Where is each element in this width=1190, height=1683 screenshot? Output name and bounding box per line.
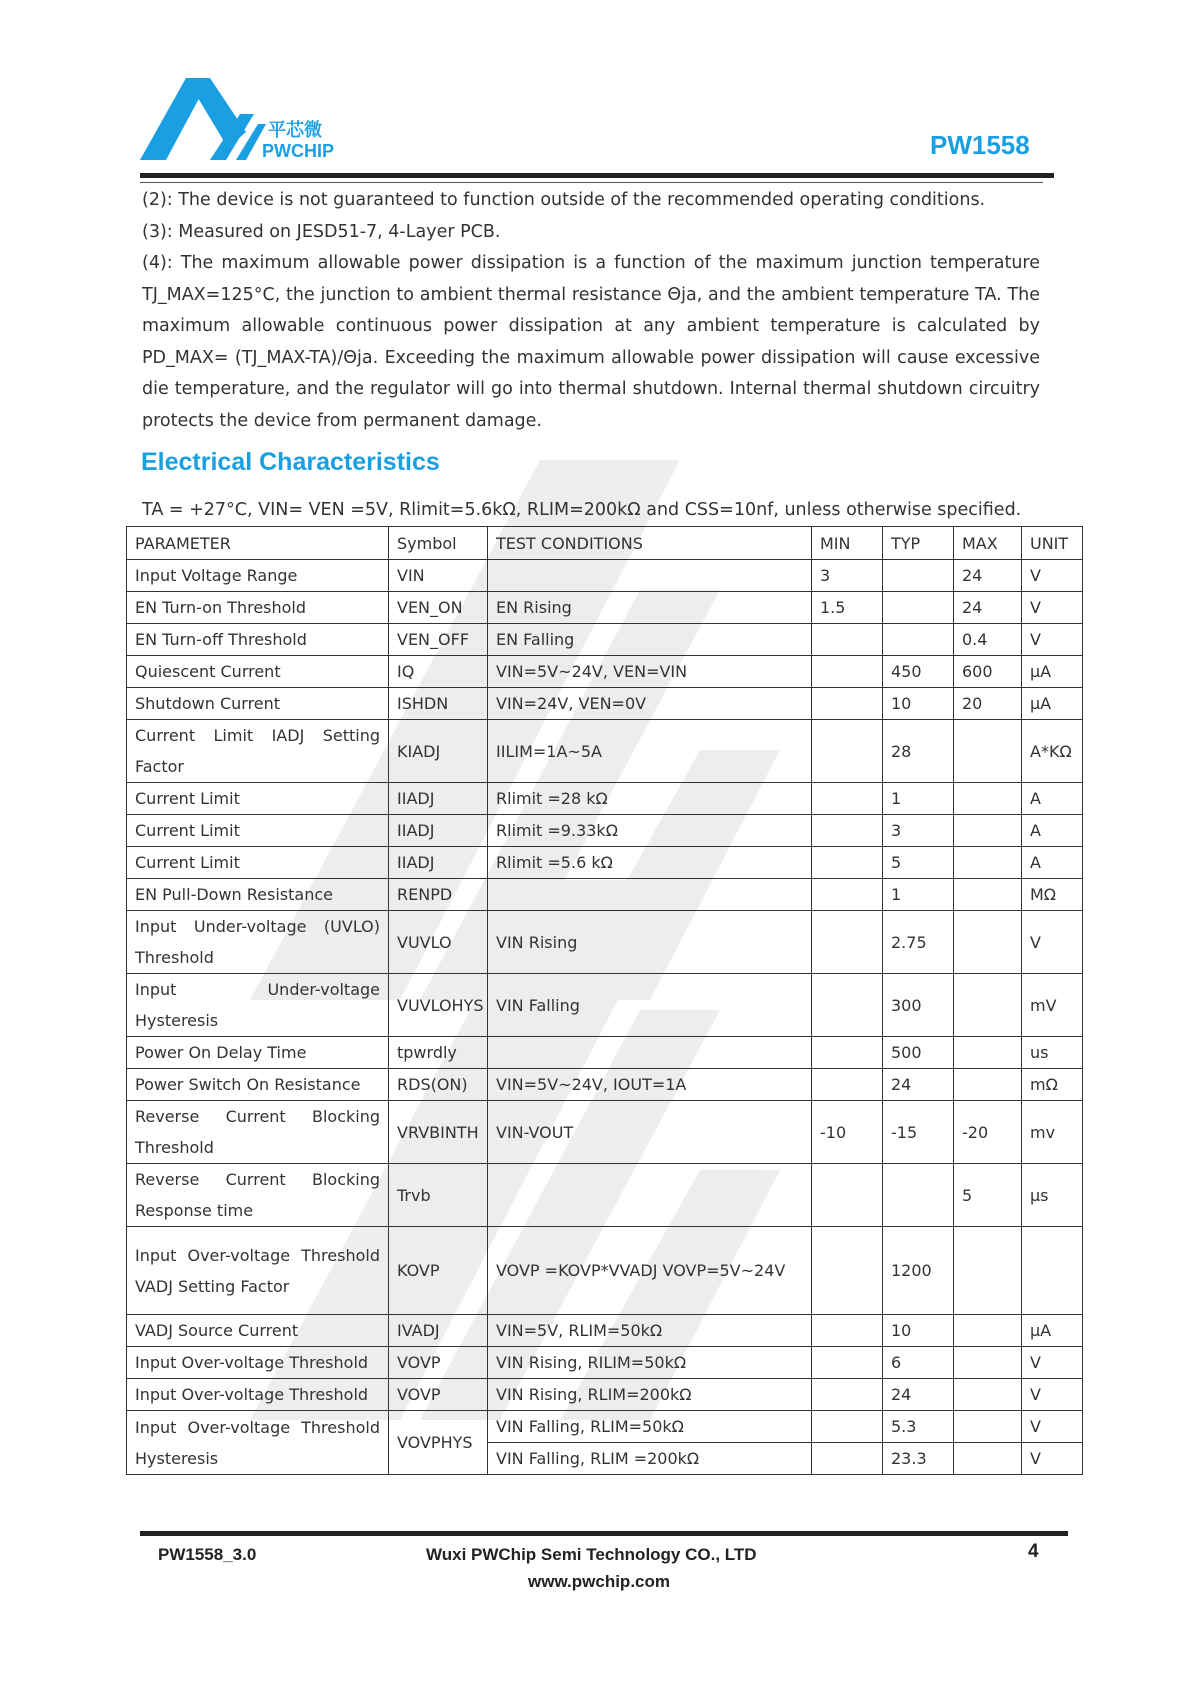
cell-min <box>812 656 883 688</box>
cell-min <box>812 720 883 783</box>
cell-parameter: Input Over-voltage Threshold VADJ Setting Factor <box>127 1227 389 1315</box>
cell-parameter: Current Limit <box>127 783 389 815</box>
note-2: (2): The device is not guaranteed to function outside of the recommended operating conditions. <box>142 190 986 210</box>
cell-max <box>954 1347 1022 1379</box>
cell-max <box>954 911 1022 974</box>
section-title: Electrical Characteristics <box>141 448 440 476</box>
table-header-row <box>127 527 1083 560</box>
cell-min <box>812 1164 883 1227</box>
cell-typ: 10 <box>883 1315 954 1347</box>
cell-symbol: Trvb <box>389 1164 488 1227</box>
cell-min <box>812 688 883 720</box>
note-3: (3): Measured on JESD51-7, 4-Layer PCB. <box>142 221 501 242</box>
cell-max <box>954 1227 1022 1315</box>
footer-doc-id: PW1558_3.0 <box>158 1545 257 1564</box>
cell-max: 24 <box>954 592 1022 624</box>
cell-test-conditions: VIN=5V, RLIM=50kΩ <box>488 1315 812 1347</box>
cell-parameter: Reverse Current Blocking Response time <box>127 1164 389 1227</box>
cell-unit: A <box>1022 815 1083 847</box>
cell-parameter: Input Under-voltage Hysteresis <box>127 974 389 1037</box>
cell-symbol: VOVP <box>389 1379 488 1411</box>
cell-symbol: IIADJ <box>389 815 488 847</box>
cell-symbol: VOVP <box>389 1347 488 1379</box>
cell-symbol: IQ <box>389 656 488 688</box>
cell-unit: V <box>1022 1443 1083 1475</box>
cell-max <box>954 783 1022 815</box>
cell-max: 5 <box>954 1164 1022 1227</box>
cell-symbol: ISHDN <box>389 688 488 720</box>
pwchip-logo <box>140 76 370 166</box>
cell-parameter: Input Over-voltage Threshold <box>127 1379 389 1411</box>
cell-unit: V <box>1022 1379 1083 1411</box>
cell-typ: 6 <box>883 1347 954 1379</box>
cell-typ: 500 <box>883 1037 954 1069</box>
table-row <box>127 1347 1083 1379</box>
test-conditions-note: TA = +27°C, VIN= VEN =5V, Rlimit=5.6kΩ, RLIM=200kΩ and CSS=10nf, unless otherwise specified. <box>142 500 1022 520</box>
footer-company: Wuxi PWChip Semi Technology CO., LTD <box>426 1545 757 1564</box>
cell-symbol: VOVPHYS <box>389 1411 488 1475</box>
col-unit: UNIT <box>1022 527 1083 560</box>
table-row <box>127 1069 1083 1101</box>
cell-unit: V <box>1022 1347 1083 1379</box>
table-row <box>127 911 1083 974</box>
cell-typ: 3 <box>883 815 954 847</box>
cell-typ <box>883 592 954 624</box>
cell-parameter: Input Over-voltage Threshold Hysteresis <box>127 1411 389 1475</box>
cell-max: 20 <box>954 688 1022 720</box>
note-4: (4): The maximum allowable power dissipation is a function of the maximum junction temperature TJ_MAX=125°C, the junction to ambient thermal resistance Θja, and the ambient temperature TA. The maximum allowable continuous power dissipation at any ambient temperature is calculated by PD_MAX= (TJ_MAX-TA)/Θja. Exceeding the maximum allowable power dissipation will cause excessive die temperature, and the regulator will go into thermal shutdown. Internal thermal shutdown circuitry protects the device from permanent damage. <box>142 253 1040 431</box>
cell-typ: 1200 <box>883 1227 954 1315</box>
table-row <box>127 1315 1083 1347</box>
cell-symbol: IIADJ <box>389 783 488 815</box>
cell-symbol: VEN_OFF <box>389 624 488 656</box>
col-symbol: Symbol <box>389 527 488 560</box>
cell-unit: MΩ <box>1022 879 1083 911</box>
cell-max <box>954 847 1022 879</box>
table-row <box>127 1164 1083 1227</box>
table-row <box>127 1227 1083 1315</box>
cell-test-conditions <box>488 1164 812 1227</box>
logo-english-name: PWCHIP <box>262 141 334 161</box>
cell-unit: V <box>1022 1411 1083 1443</box>
cell-test-conditions: VIN Rising <box>488 911 812 974</box>
cell-symbol: IVADJ <box>389 1315 488 1347</box>
cell-typ: 300 <box>883 974 954 1037</box>
cell-parameter: Reverse Current Blocking Threshold <box>127 1101 389 1164</box>
cell-test-conditions: VIN Falling, RLIM=50kΩ <box>488 1411 812 1443</box>
table-row <box>127 720 1083 783</box>
cell-typ: 10 <box>883 688 954 720</box>
cell-test-conditions: VIN=24V, VEN=0V <box>488 688 812 720</box>
cell-test-conditions: VIN-VOUT <box>488 1101 812 1164</box>
cell-min <box>812 911 883 974</box>
cell-symbol: VEN_ON <box>389 592 488 624</box>
cell-test-conditions <box>488 1037 812 1069</box>
table-row <box>127 624 1083 656</box>
cell-unit <box>1022 1227 1083 1315</box>
cell-parameter: EN Turn-off Threshold <box>127 624 389 656</box>
cell-typ: 23.3 <box>883 1443 954 1475</box>
cell-unit: V <box>1022 560 1083 592</box>
cell-parameter: VADJ Source Current <box>127 1315 389 1347</box>
cell-test-conditions: VIN Rising, RILIM=50kΩ <box>488 1347 812 1379</box>
table-row <box>127 1037 1083 1069</box>
cell-min <box>812 879 883 911</box>
footer-website[interactable]: www.pwchip.com <box>528 1572 670 1591</box>
cell-typ <box>883 624 954 656</box>
table-row <box>127 592 1083 624</box>
cell-typ: 24 <box>883 1069 954 1101</box>
cell-min <box>812 974 883 1037</box>
cell-max <box>954 815 1022 847</box>
cell-parameter: Power On Delay Time <box>127 1037 389 1069</box>
table-row <box>127 783 1083 815</box>
logo-chinese-name: 平芯微 <box>268 120 322 141</box>
cell-min <box>812 1037 883 1069</box>
cell-max <box>954 1037 1022 1069</box>
cell-typ: 2.75 <box>883 911 954 974</box>
table-row <box>127 815 1083 847</box>
cell-parameter: Quiescent Current <box>127 656 389 688</box>
cell-max: 0.4 <box>954 624 1022 656</box>
cell-parameter: EN Pull-Down Resistance <box>127 879 389 911</box>
cell-test-conditions: Rlimit =9.33kΩ <box>488 815 812 847</box>
cell-min <box>812 1379 883 1411</box>
col-typ: TYP <box>883 527 954 560</box>
cell-min <box>812 1411 883 1443</box>
table-row <box>127 560 1083 592</box>
cell-max <box>954 1411 1022 1443</box>
footer-divider <box>140 1531 1068 1536</box>
cell-typ: 1 <box>883 783 954 815</box>
cell-unit: mV <box>1022 974 1083 1037</box>
cell-min: -10 <box>812 1101 883 1164</box>
cell-min: 3 <box>812 560 883 592</box>
cell-symbol: VRVBINTH <box>389 1101 488 1164</box>
cell-max <box>954 1069 1022 1101</box>
cell-min <box>812 783 883 815</box>
cell-parameter: Shutdown Current <box>127 688 389 720</box>
page-number: 4 <box>1028 1541 1039 1562</box>
cell-min <box>812 1315 883 1347</box>
cell-unit: µA <box>1022 688 1083 720</box>
cell-unit: V <box>1022 624 1083 656</box>
header-divider-thin <box>140 182 1043 183</box>
table-row <box>127 1101 1083 1164</box>
cell-max <box>954 1315 1022 1347</box>
cell-min <box>812 1443 883 1475</box>
cell-max <box>954 1379 1022 1411</box>
cell-parameter: Current Limit IADJ Setting Factor <box>127 720 389 783</box>
cell-test-conditions <box>488 879 812 911</box>
cell-unit: mΩ <box>1022 1069 1083 1101</box>
cell-test-conditions <box>488 560 812 592</box>
cell-test-conditions: VIN=5V~24V, IOUT=1A <box>488 1069 812 1101</box>
cell-max <box>954 879 1022 911</box>
col-min: MIN <box>812 527 883 560</box>
cell-max: 24 <box>954 560 1022 592</box>
cell-test-conditions: EN Rising <box>488 592 812 624</box>
cell-test-conditions: VIN Rising, RLIM=200kΩ <box>488 1379 812 1411</box>
table-row <box>127 879 1083 911</box>
cell-parameter: Input Over-voltage Threshold <box>127 1347 389 1379</box>
cell-symbol: VIN <box>389 560 488 592</box>
cell-unit: A <box>1022 847 1083 879</box>
cell-test-conditions: EN Falling <box>488 624 812 656</box>
cell-unit: A*KΩ <box>1022 720 1083 783</box>
cell-unit: mv <box>1022 1101 1083 1164</box>
cell-unit: A <box>1022 783 1083 815</box>
table-row <box>127 1411 1083 1443</box>
cell-test-conditions: Rlimit =5.6 kΩ <box>488 847 812 879</box>
cell-typ: -15 <box>883 1101 954 1164</box>
cell-symbol: RENPD <box>389 879 488 911</box>
cell-test-conditions: VOVP =KOVP*VVADJ VOVP=5V~24V <box>488 1227 812 1315</box>
cell-typ <box>883 1164 954 1227</box>
cell-symbol: IIADJ <box>389 847 488 879</box>
cell-symbol: VUVLOHYS <box>389 974 488 1037</box>
part-number: PW1558 <box>930 130 1030 160</box>
cell-min <box>812 1069 883 1101</box>
cell-max <box>954 720 1022 783</box>
cell-test-conditions: Rlimit =28 kΩ <box>488 783 812 815</box>
cell-parameter: EN Turn-on Threshold <box>127 592 389 624</box>
cell-min: 1.5 <box>812 592 883 624</box>
col-test-conditions: TEST CONDITIONS <box>488 527 812 560</box>
cell-parameter: Input Under-voltage (UVLO) Threshold <box>127 911 389 974</box>
table-row <box>127 847 1083 879</box>
cell-parameter: Input Voltage Range <box>127 560 389 592</box>
table-row <box>127 688 1083 720</box>
cell-min <box>812 624 883 656</box>
col-parameter: PARAMETER <box>127 527 389 560</box>
cell-symbol: KIADJ <box>389 720 488 783</box>
cell-min <box>812 847 883 879</box>
cell-typ: 28 <box>883 720 954 783</box>
cell-unit: V <box>1022 911 1083 974</box>
cell-unit: µA <box>1022 656 1083 688</box>
cell-typ: 1 <box>883 879 954 911</box>
cell-max <box>954 1443 1022 1475</box>
cell-typ <box>883 560 954 592</box>
cell-unit: µs <box>1022 1164 1083 1227</box>
cell-max: -20 <box>954 1101 1022 1164</box>
cell-typ: 5 <box>883 847 954 879</box>
cell-min <box>812 1347 883 1379</box>
cell-test-conditions: VIN=5V~24V, VEN=VIN <box>488 656 812 688</box>
cell-symbol: tpwrdly <box>389 1037 488 1069</box>
cell-typ: 5.3 <box>883 1411 954 1443</box>
cell-symbol: RDS(ON) <box>389 1069 488 1101</box>
cell-test-conditions: VIN Falling, RLIM =200kΩ <box>488 1443 812 1475</box>
cell-max: 600 <box>954 656 1022 688</box>
cell-max <box>954 974 1022 1037</box>
cell-parameter: Current Limit <box>127 815 389 847</box>
cell-unit: V <box>1022 592 1083 624</box>
cell-unit: us <box>1022 1037 1083 1069</box>
table-row <box>127 656 1083 688</box>
cell-parameter: Power Switch On Resistance <box>127 1069 389 1101</box>
cell-test-conditions: IILIM=1A~5A <box>488 720 812 783</box>
cell-test-conditions: VIN Falling <box>488 974 812 1037</box>
col-max: MAX <box>954 527 1022 560</box>
footnotes <box>142 185 1040 437</box>
cell-symbol: KOVP <box>389 1227 488 1315</box>
table-row <box>127 1379 1083 1411</box>
electrical-characteristics-table <box>126 526 1083 1475</box>
table-row <box>127 974 1083 1037</box>
cell-parameter: Current Limit <box>127 847 389 879</box>
cell-typ: 24 <box>883 1379 954 1411</box>
cell-symbol: VUVLO <box>389 911 488 974</box>
cell-min <box>812 1227 883 1315</box>
cell-min <box>812 815 883 847</box>
header-divider <box>140 173 1054 178</box>
cell-unit: µA <box>1022 1315 1083 1347</box>
cell-typ: 450 <box>883 656 954 688</box>
